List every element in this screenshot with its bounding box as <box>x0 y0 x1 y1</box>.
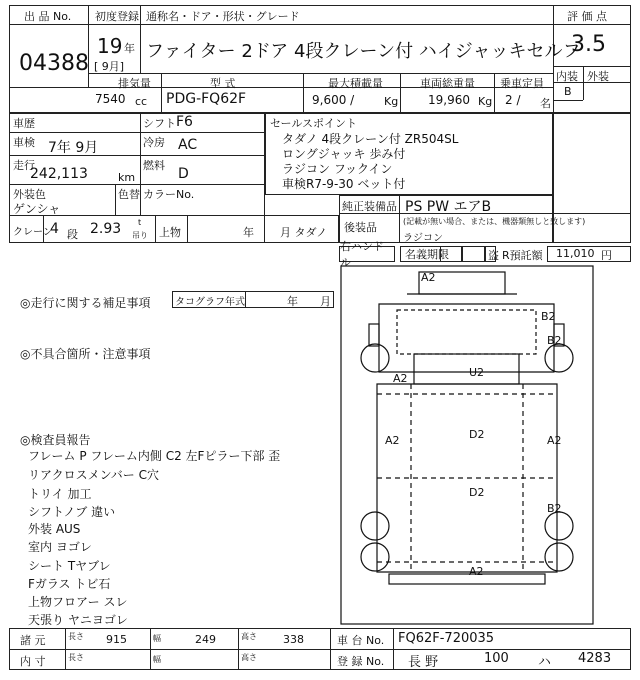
fuel-label: 燃料 <box>143 159 165 172</box>
interior-dims-label: 内 寸 <box>20 655 46 668</box>
report-line: 天張り ヤニヨゴレ <box>28 613 128 627</box>
in-width-label: 幅 <box>153 655 161 664</box>
tachograph-label: タコグラフ年式 <box>175 297 245 308</box>
aircon-value: AC <box>178 137 198 153</box>
report-line: フレーム P フレーム内側 C2 左Fピラー下部 歪 <box>28 449 281 463</box>
mileage-unit: km <box>118 171 136 184</box>
gvw-label: 車両総重量 <box>420 77 475 90</box>
upper-year: 年 <box>243 226 254 239</box>
mileage-value: 242,113 <box>30 166 88 182</box>
dims-label: 諸 元 <box>20 634 46 647</box>
damage-mark: B2 <box>541 310 556 323</box>
chassis-number: FQ62F-720035 <box>398 631 495 646</box>
model-code: PDG-FQ62F <box>166 91 247 107</box>
exterior-label: 外装 <box>587 70 609 83</box>
crane-capacity: 2.93 <box>90 221 122 237</box>
first-reg-month: [ 9月] <box>94 60 125 73</box>
year-unit: 年 <box>124 42 135 55</box>
damage-mark: B2 <box>547 502 562 515</box>
lot-no-label: 出 品 No. <box>24 10 72 23</box>
first-reg-year: 19 <box>97 34 123 58</box>
max-load-label: 最大積載量 <box>328 77 383 90</box>
theft-mark: 盗 <box>488 249 499 262</box>
defects-title: ◎不具合箇所・注意事項 <box>20 347 151 361</box>
inspection-value: 7年 9月 <box>48 140 99 156</box>
max-load: 9,600 / <box>312 93 355 107</box>
fuel-value: D <box>178 166 189 182</box>
sales-point-line: ラジコン フックイン <box>282 162 393 176</box>
recycle-value: 11,010 <box>556 247 595 260</box>
genuine-equipment: PS PW エアB <box>405 199 492 215</box>
width-label: 幅 <box>153 634 161 643</box>
lot-number: 04388 <box>19 51 89 76</box>
recycle-label: R預託額 <box>502 249 543 262</box>
reg-area: 長 野 <box>408 655 439 670</box>
ext-color-label: 外装色 <box>13 188 46 201</box>
height-value: 338 <box>283 633 304 646</box>
aircon-label: 冷房 <box>143 136 165 149</box>
upper-month-maker: 月 タダノ <box>280 226 328 239</box>
report-line: 外装 AUS <box>28 522 81 536</box>
report-line: シート Tヤブレ <box>28 559 111 573</box>
length-label: 長さ <box>68 632 84 641</box>
crane-label: クレーン <box>13 227 53 238</box>
sales-point-line: 車検R7-9-30 ベット付 <box>282 177 406 191</box>
damage-mark: A2 <box>393 372 408 385</box>
shift-value: F6 <box>176 114 193 130</box>
tachograph-year: 年 <box>287 295 298 308</box>
max-load-unit: Kg <box>384 95 399 108</box>
length-value: 915 <box>106 633 127 646</box>
genuine-label: 純正装備品 <box>342 200 397 213</box>
name-change-box: 名義期限 <box>400 246 462 262</box>
report-line: 上物フロアー スレ <box>28 595 128 609</box>
color-change-label: 色替 <box>118 188 140 201</box>
chassis-label: 車 台 No. <box>337 634 385 647</box>
damage-mark: B2 <box>547 334 562 347</box>
crane-stages: 4 <box>50 221 59 237</box>
gvw: 19,960 <box>428 93 470 107</box>
sales-point-line: タダノ 4段クレーン付 ZR504SL <box>282 132 459 146</box>
rhd-box: 右ハンドル <box>339 246 395 262</box>
inspector-title: ◎検査員報告 <box>20 433 91 447</box>
model-code-label: 型 式 <box>210 77 236 90</box>
report-line: シフトノブ 違い <box>28 505 116 519</box>
upper-label: 上物 <box>159 226 181 239</box>
in-length-label: 長さ <box>68 653 84 662</box>
displacement-label: 排気量 <box>118 77 151 90</box>
mileage-label: 走行 <box>13 159 35 172</box>
score-label: 評 価 点 <box>567 10 607 23</box>
recycle-unit: 円 <box>601 249 612 262</box>
crane-capacity-suffix: 吊り <box>132 231 148 240</box>
report-line: トリイ 加工 <box>28 487 92 501</box>
aftermarket-note: (記載が無い場合、または、機器類無しと致します) <box>403 217 586 226</box>
reg-number: 4283 <box>578 651 612 666</box>
height-label: 高さ <box>241 632 257 641</box>
color-code-label: カラーNo. <box>143 188 195 201</box>
shift-label: シフト <box>143 117 176 130</box>
displacement: 7540 <box>95 92 126 106</box>
displacement-unit: cc <box>135 95 148 108</box>
crane-capacity-unit: t <box>138 218 142 227</box>
report-line: 室内 ヨゴレ <box>28 540 92 554</box>
in-height-label: 高さ <box>241 653 257 662</box>
damage-mark: A2 <box>421 271 436 284</box>
first-reg-label: 初度登録 <box>95 10 139 23</box>
capacity-label: 乗車定員 <box>500 77 544 90</box>
report-line: リアクロスメンバー C穴 <box>28 468 159 482</box>
aftermarket-value: ラジコン <box>403 233 443 244</box>
interior-label: 内装 <box>556 70 578 83</box>
sales-point-line: ロングジャッキ 歩み付 <box>282 147 406 161</box>
ext-color-value: ゲンシャ <box>13 202 61 216</box>
inspection-label: 車検 <box>13 136 35 149</box>
model-name: ファイター 2ドア 4段クレーン付 ハイジャッキセルフ <box>146 41 581 62</box>
gvw-unit: Kg <box>478 95 493 108</box>
damage-mark: A2 <box>469 565 484 578</box>
history-label: 車歴 <box>13 117 35 130</box>
capacity: 2 / <box>505 93 521 107</box>
tachograph-month: 月 <box>320 295 331 308</box>
aftermarket-label: 後装品 <box>344 221 377 234</box>
sales-points-label: セールスポイント <box>270 117 358 130</box>
damage-mark: A2 <box>547 434 562 447</box>
capacity-unit: 名 <box>540 97 551 110</box>
supplement-title: ◎走行に関する補足事項 <box>20 296 151 310</box>
width-value: 249 <box>195 633 216 646</box>
damage-diagram <box>339 262 595 628</box>
damage-mark: D2 <box>469 486 485 499</box>
interior-grade: B <box>564 85 572 98</box>
damage-mark: A2 <box>385 434 400 447</box>
reg-class: 100 <box>484 651 509 666</box>
score-value: 3.5 <box>571 32 606 57</box>
crane-stage-unit: 段 <box>67 228 78 241</box>
name-label: 通称名・ドア・形状・グレード <box>146 10 300 23</box>
reg-label: 登 録 No. <box>337 655 385 668</box>
damage-mark: U2 <box>469 366 485 379</box>
damage-mark: D2 <box>469 428 485 441</box>
reg-kana: ハ <box>538 655 552 670</box>
report-line: Fガラス トビ石 <box>28 577 111 591</box>
